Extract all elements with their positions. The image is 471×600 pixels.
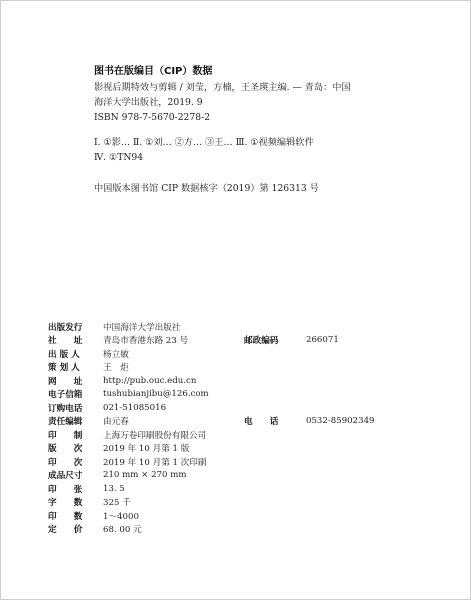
- pub-label: 印 制: [48, 430, 83, 441]
- pub-row-print-run: [48, 509, 448, 523]
- pub-label-phone: 电 话: [244, 417, 279, 428]
- pub-value: 1～4000: [103, 511, 139, 522]
- pub-value: 13. 5: [103, 483, 125, 494]
- cip-line-publisher: 海洋大学出版社，2019. 9: [94, 97, 203, 108]
- cip-block: [94, 80, 464, 165]
- pub-value: tushubianjibu@126.com: [103, 389, 209, 400]
- pub-value: http://pub.ouc.edu.cn: [103, 375, 197, 386]
- pub-label: 出 版 人: [48, 349, 80, 360]
- pub-label: 社 址: [48, 336, 83, 347]
- pub-value: 由元春: [103, 417, 129, 428]
- pub-label: 网 址: [48, 376, 83, 387]
- pub-value: 中国海洋大学出版社: [103, 322, 181, 333]
- cip-line-isbn: ISBN 978-7-5670-2278-2: [94, 112, 211, 123]
- pub-value: 2019 年 10 月第 1 次印刷: [103, 457, 207, 468]
- pub-row-printing: [48, 455, 448, 469]
- pub-row-size: [48, 469, 448, 483]
- pub-label: 电子信箱: [48, 390, 83, 401]
- pub-row-printer: [48, 428, 448, 442]
- pub-row-editor: [48, 415, 448, 429]
- pub-value: 2019 年 10 月第 1 版: [103, 444, 190, 455]
- pub-label: 版 次: [48, 444, 83, 455]
- pub-label: 印 张: [48, 484, 83, 495]
- pub-row-order-phone: [48, 401, 448, 415]
- pub-label: 定 价: [48, 525, 83, 536]
- pub-row-planner: [48, 361, 448, 375]
- pub-row-price: [48, 523, 448, 537]
- pub-value: 青岛市香港东路 23 号: [103, 336, 189, 347]
- pub-row-email: [48, 388, 448, 402]
- cip-title: 图书在版编目（CIP）数据: [94, 66, 213, 77]
- pub-label: 字 数: [48, 498, 83, 509]
- cip-line-classification: Ⅳ. ①TN94: [94, 152, 144, 163]
- pub-label: 策 划 人: [48, 363, 80, 374]
- pub-value: 210 mm × 270 mm: [103, 470, 187, 481]
- pub-row-issuer: [48, 347, 448, 361]
- pub-label: 出版发行: [48, 322, 83, 333]
- pub-label-postcode: 邮政编码: [244, 336, 279, 347]
- cip-line-title: 影视后期特效与剪辑 / 刘莹，方楠，王圣瑛主编. — 青岛：中国: [94, 82, 351, 93]
- publication-info: [48, 320, 448, 536]
- pub-value-postcode: 266071: [306, 335, 339, 346]
- cip-line-subjects: Ⅰ. ①影… Ⅱ. ①刘… ②方… ③王… Ⅲ. ①视频编辑软件: [94, 137, 314, 148]
- pub-label: 订购电话: [48, 403, 83, 414]
- pub-row-address: [48, 334, 448, 348]
- pub-label: 成品尺寸: [48, 471, 83, 482]
- pub-row-website: [48, 374, 448, 388]
- pub-value: 王 炬: [103, 363, 129, 374]
- pub-label: 印 次: [48, 457, 83, 468]
- pub-value: 68. 00 元: [103, 525, 142, 536]
- pub-value: 杨立敏: [103, 349, 129, 360]
- pub-value: 325 千: [103, 498, 131, 509]
- pub-row-edition: [48, 442, 448, 456]
- pub-label: 印 数: [48, 511, 83, 522]
- pub-row-publisher: [48, 320, 448, 334]
- pub-row-sheets: [48, 482, 448, 496]
- pub-value: 021-51085016: [103, 402, 167, 413]
- pub-value: 上海万卷印刷股份有限公司: [103, 430, 207, 441]
- cip-data-number: 中国版本图书馆 CIP 数据核字（2019）第 126313 号: [94, 183, 319, 194]
- pub-row-word-count: [48, 496, 448, 510]
- pub-value-phone: 0532-85902349: [306, 416, 375, 427]
- pub-label: 责任编辑: [48, 417, 83, 428]
